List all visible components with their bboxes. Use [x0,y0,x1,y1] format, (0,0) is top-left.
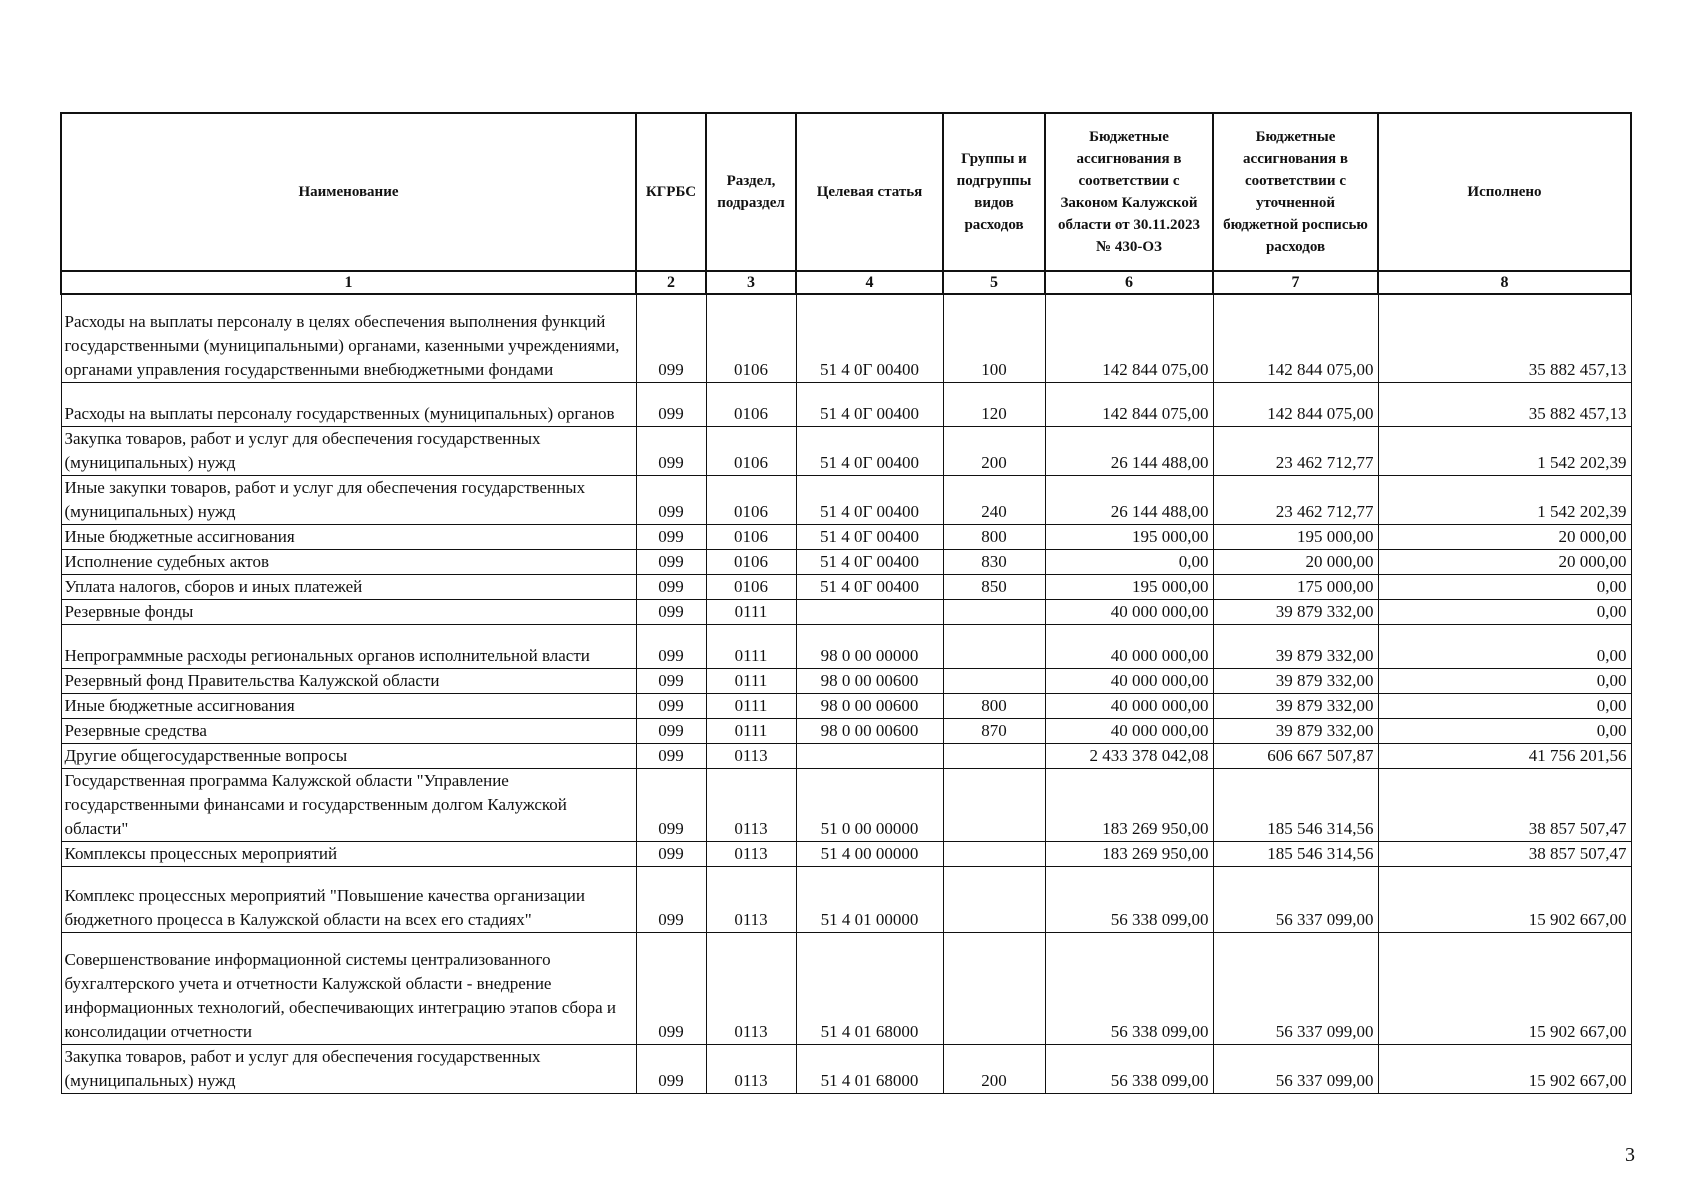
row-section-cell: 0113 [706,866,796,932]
header-name: Наименование [61,113,636,271]
row-kgrbs-cell: 099 [636,718,706,743]
row-group-cell: 120 [943,382,1045,426]
row-refined-amount-cell: 185 546 314,56 [1213,841,1378,866]
table-row [61,294,1631,382]
column-number-row [61,271,1631,294]
row-name-cell: Совершенствование информационной системы централизованного бухгалтерского учета и отчетности Калужской области - внедрение информационных технологий, обеспечивающих интеграцию этапов сбора и консолидации отчетности [61,932,636,1044]
row-kgrbs-cell: 099 [636,599,706,624]
row-name-cell: Резервные фонды [61,599,636,624]
row-section-cell: 0106 [706,382,796,426]
table-row [61,768,1631,841]
row-law-amount-cell: 40 000 000,00 [1045,718,1213,743]
row-executed-amount-cell: 15 902 667,00 [1378,866,1631,932]
row-group-cell [943,768,1045,841]
row-section-cell: 0106 [706,549,796,574]
column-number: 6 [1045,271,1213,294]
header-law: Бюджетные ассигнования в соответствии с Законом Калужской области от 30.11.2023 № 430-ОЗ [1045,113,1213,271]
row-target-cell: 51 4 01 68000 [796,1044,943,1093]
row-refined-amount-cell: 195 000,00 [1213,524,1378,549]
row-law-amount-cell: 40 000 000,00 [1045,624,1213,668]
row-kgrbs-cell: 099 [636,693,706,718]
row-law-amount-cell: 26 144 488,00 [1045,426,1213,475]
row-kgrbs-cell: 099 [636,382,706,426]
row-kgrbs-cell: 099 [636,932,706,1044]
row-refined-amount-cell: 56 337 099,00 [1213,932,1378,1044]
row-kgrbs-cell: 099 [636,768,706,841]
row-executed-amount-cell: 0,00 [1378,718,1631,743]
row-section-cell: 0111 [706,693,796,718]
header-kgrbs: КГРБС [636,113,706,271]
row-group-cell [943,599,1045,624]
row-group-cell: 100 [943,294,1045,382]
table-row [61,1044,1631,1093]
row-section-cell: 0111 [706,668,796,693]
row-kgrbs-cell: 099 [636,524,706,549]
row-section-cell: 0106 [706,574,796,599]
row-section-cell: 0113 [706,768,796,841]
table-row [61,599,1631,624]
row-section-cell: 0106 [706,426,796,475]
row-refined-amount-cell: 142 844 075,00 [1213,382,1378,426]
row-refined-amount-cell: 39 879 332,00 [1213,599,1378,624]
row-name-cell: Другие общегосударственные вопросы [61,743,636,768]
row-executed-amount-cell: 38 857 507,47 [1378,768,1631,841]
row-law-amount-cell: 183 269 950,00 [1045,768,1213,841]
header-target: Целевая статья [796,113,943,271]
row-section-cell: 0106 [706,294,796,382]
row-law-amount-cell: 195 000,00 [1045,524,1213,549]
row-name-cell: Расходы на выплаты персоналу государственных (муниципальных) органов [61,382,636,426]
row-kgrbs-cell: 099 [636,743,706,768]
row-refined-amount-cell: 142 844 075,00 [1213,294,1378,382]
row-law-amount-cell: 142 844 075,00 [1045,294,1213,382]
row-group-cell: 200 [943,426,1045,475]
row-kgrbs-cell: 099 [636,624,706,668]
row-target-cell: 51 4 0Г 00400 [796,574,943,599]
column-number: 4 [796,271,943,294]
row-law-amount-cell: 56 338 099,00 [1045,1044,1213,1093]
row-name-cell: Закупка товаров, работ и услуг для обеспечения государственных (муниципальных) нужд [61,1044,636,1093]
table-row [61,574,1631,599]
row-group-cell: 830 [943,549,1045,574]
row-kgrbs-cell: 099 [636,475,706,524]
header-refined: Бюджетные ассигнования в соответствии с уточненной бюджетной росписью расходов [1213,113,1378,271]
row-name-cell: Комплекс процессных мероприятий "Повышение качества организации бюджетного процесса в Калужской области на всех его стадиях" [61,866,636,932]
table-row [61,841,1631,866]
row-name-cell: Государственная программа Калужской области "Управление государственными финансами и государственным долгом Калужской области" [61,768,636,841]
row-kgrbs-cell: 099 [636,668,706,693]
table-row [61,932,1631,1044]
row-refined-amount-cell: 39 879 332,00 [1213,718,1378,743]
table-row [61,743,1631,768]
row-target-cell: 98 0 00 00600 [796,718,943,743]
row-executed-amount-cell: 41 756 201,56 [1378,743,1631,768]
row-executed-amount-cell: 0,00 [1378,574,1631,599]
row-name-cell: Иные бюджетные ассигнования [61,693,636,718]
row-kgrbs-cell: 099 [636,549,706,574]
row-kgrbs-cell: 099 [636,841,706,866]
page-number: 3 [1625,1144,1635,1166]
row-law-amount-cell: 40 000 000,00 [1045,693,1213,718]
row-section-cell: 0111 [706,718,796,743]
row-executed-amount-cell: 0,00 [1378,668,1631,693]
row-refined-amount-cell: 23 462 712,77 [1213,426,1378,475]
row-name-cell: Непрограммные расходы региональных органов исполнительной власти [61,624,636,668]
row-target-cell: 51 4 01 68000 [796,932,943,1044]
row-section-cell: 0111 [706,599,796,624]
column-number: 7 [1213,271,1378,294]
row-law-amount-cell: 0,00 [1045,549,1213,574]
row-target-cell: 51 4 0Г 00400 [796,549,943,574]
row-refined-amount-cell: 56 337 099,00 [1213,1044,1378,1093]
row-executed-amount-cell: 20 000,00 [1378,524,1631,549]
row-refined-amount-cell: 20 000,00 [1213,549,1378,574]
row-refined-amount-cell: 175 000,00 [1213,574,1378,599]
row-refined-amount-cell: 39 879 332,00 [1213,693,1378,718]
row-executed-amount-cell: 38 857 507,47 [1378,841,1631,866]
row-name-cell: Комплексы процессных мероприятий [61,841,636,866]
row-section-cell: 0113 [706,743,796,768]
table-row [61,382,1631,426]
row-executed-amount-cell: 1 542 202,39 [1378,426,1631,475]
row-target-cell: 98 0 00 00600 [796,693,943,718]
row-target-cell: 51 4 00 00000 [796,841,943,866]
row-group-cell: 800 [943,693,1045,718]
row-target-cell: 51 4 0Г 00400 [796,294,943,382]
table-row [61,866,1631,932]
row-executed-amount-cell: 15 902 667,00 [1378,1044,1631,1093]
table-row [61,693,1631,718]
row-target-cell [796,599,943,624]
row-name-cell: Исполнение судебных актов [61,549,636,574]
row-law-amount-cell: 142 844 075,00 [1045,382,1213,426]
column-number: 3 [706,271,796,294]
row-law-amount-cell: 40 000 000,00 [1045,668,1213,693]
row-law-amount-cell: 40 000 000,00 [1045,599,1213,624]
row-group-cell: 850 [943,574,1045,599]
table-row [61,475,1631,524]
row-refined-amount-cell: 606 667 507,87 [1213,743,1378,768]
row-section-cell: 0111 [706,624,796,668]
row-target-cell: 98 0 00 00000 [796,624,943,668]
column-number: 2 [636,271,706,294]
table-row [61,426,1631,475]
row-group-cell [943,866,1045,932]
row-name-cell: Резервные средства [61,718,636,743]
header-groups: Группы и подгруппы видов расходов [943,113,1045,271]
table-body [61,294,1631,1093]
row-section-cell: 0113 [706,841,796,866]
row-group-cell: 870 [943,718,1045,743]
row-kgrbs-cell: 099 [636,294,706,382]
row-section-cell: 0113 [706,1044,796,1093]
header-executed: Исполнено [1378,113,1631,271]
row-law-amount-cell: 56 338 099,00 [1045,932,1213,1044]
row-law-amount-cell: 2 433 378 042,08 [1045,743,1213,768]
row-target-cell: 51 4 0Г 00400 [796,475,943,524]
row-group-cell [943,668,1045,693]
row-section-cell: 0113 [706,932,796,1044]
row-refined-amount-cell: 185 546 314,56 [1213,768,1378,841]
row-group-cell [943,743,1045,768]
row-section-cell: 0106 [706,524,796,549]
row-name-cell: Закупка товаров, работ и услуг для обеспечения государственных (муниципальных) нужд [61,426,636,475]
row-name-cell: Расходы на выплаты персоналу в целях обеспечения выполнения функций государственными (муниципальными) органами, казенными учреждениями, органами управления государственными внебюджетными фондами [61,294,636,382]
table-row [61,668,1631,693]
row-target-cell [796,743,943,768]
row-executed-amount-cell: 35 882 457,13 [1378,294,1631,382]
row-group-cell: 800 [943,524,1045,549]
row-kgrbs-cell: 099 [636,866,706,932]
row-refined-amount-cell: 39 879 332,00 [1213,668,1378,693]
row-refined-amount-cell: 23 462 712,77 [1213,475,1378,524]
row-executed-amount-cell: 0,00 [1378,624,1631,668]
row-target-cell: 51 4 0Г 00400 [796,524,943,549]
row-name-cell: Уплата налогов, сборов и иных платежей [61,574,636,599]
budget-execution-table [60,112,1632,1094]
row-kgrbs-cell: 099 [636,1044,706,1093]
row-refined-amount-cell: 39 879 332,00 [1213,624,1378,668]
row-target-cell: 51 4 0Г 00400 [796,426,943,475]
row-group-cell [943,932,1045,1044]
row-target-cell: 51 4 0Г 00400 [796,382,943,426]
row-law-amount-cell: 195 000,00 [1045,574,1213,599]
row-law-amount-cell: 56 338 099,00 [1045,866,1213,932]
table-row [61,524,1631,549]
row-target-cell: 51 4 01 00000 [796,866,943,932]
row-group-cell [943,841,1045,866]
row-section-cell: 0106 [706,475,796,524]
column-number: 1 [61,271,636,294]
row-name-cell: Иные закупки товаров, работ и услуг для обеспечения государственных (муниципальных) нужд [61,475,636,524]
header-section: Раздел, подраздел [706,113,796,271]
row-name-cell: Резервный фонд Правительства Калужской области [61,668,636,693]
row-executed-amount-cell: 0,00 [1378,693,1631,718]
row-name-cell: Иные бюджетные ассигнования [61,524,636,549]
table-row [61,718,1631,743]
row-target-cell: 98 0 00 00600 [796,668,943,693]
row-law-amount-cell: 183 269 950,00 [1045,841,1213,866]
row-executed-amount-cell: 20 000,00 [1378,549,1631,574]
column-number: 5 [943,271,1045,294]
row-group-cell: 200 [943,1044,1045,1093]
table-row [61,624,1631,668]
table-row [61,549,1631,574]
row-target-cell: 51 0 00 00000 [796,768,943,841]
row-executed-amount-cell: 15 902 667,00 [1378,932,1631,1044]
row-executed-amount-cell: 35 882 457,13 [1378,382,1631,426]
row-refined-amount-cell: 56 337 099,00 [1213,866,1378,932]
row-executed-amount-cell: 1 542 202,39 [1378,475,1631,524]
column-number: 8 [1378,271,1631,294]
row-kgrbs-cell: 099 [636,426,706,475]
row-group-cell [943,624,1045,668]
table-header-row [61,113,1631,271]
row-law-amount-cell: 26 144 488,00 [1045,475,1213,524]
row-kgrbs-cell: 099 [636,574,706,599]
row-group-cell: 240 [943,475,1045,524]
row-executed-amount-cell: 0,00 [1378,599,1631,624]
